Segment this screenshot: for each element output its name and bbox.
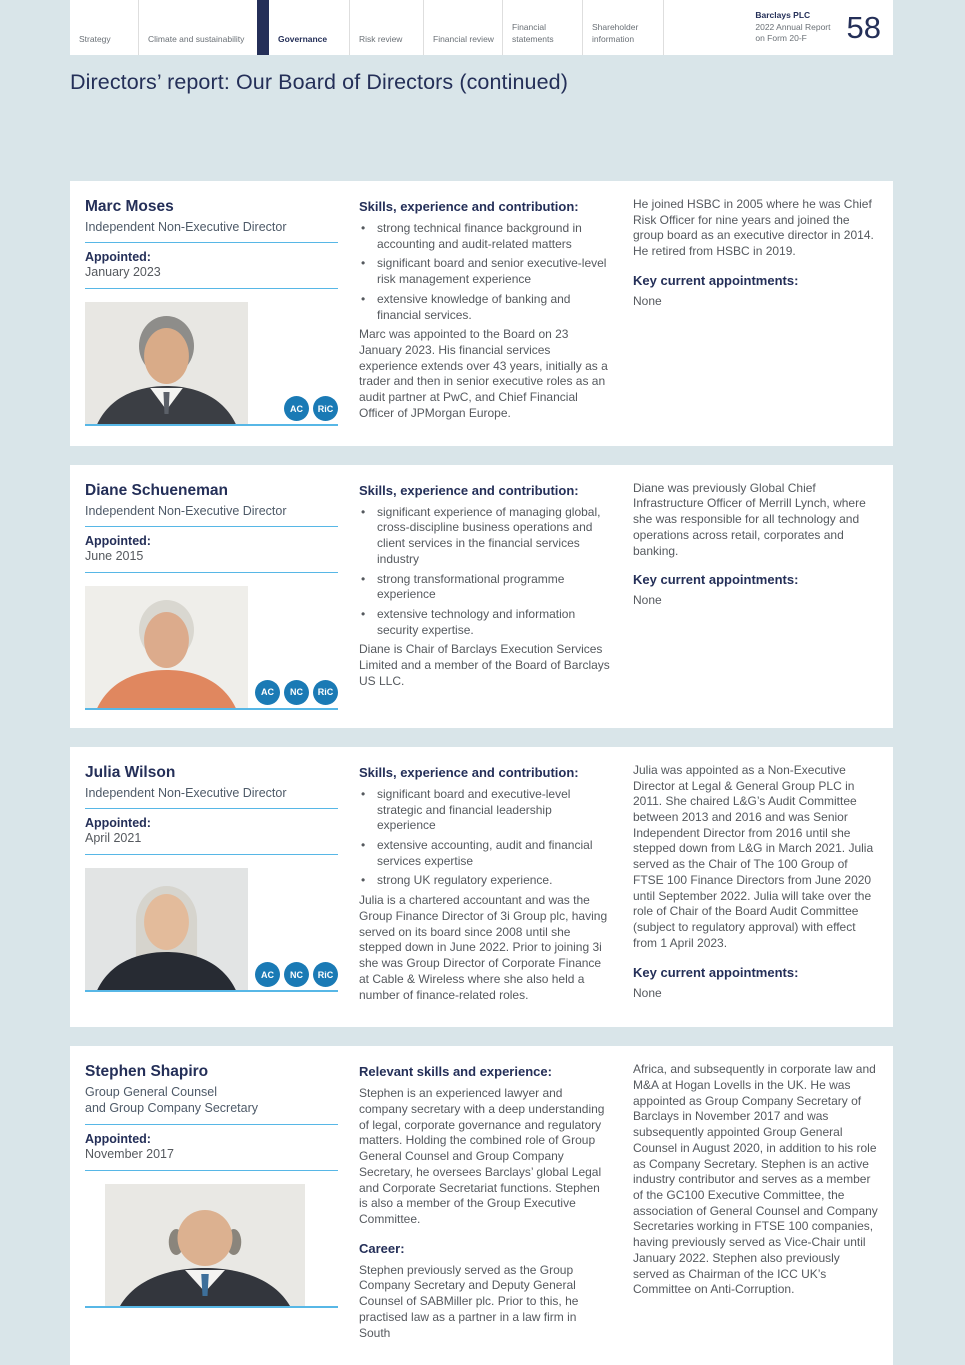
skill-bullet — [359, 256, 611, 287]
bio-paragraph: Diane was previously Global Chief Infrastructure Officer of Merrill Lynch, where she was responsible for all technology and operations across retail, corporates and banking. — [633, 480, 866, 558]
brand-name: Barclays PLC — [755, 9, 811, 20]
bio-paragraph: Julia is a chartered accountant and was the Group Finance Director of 3i Group plc, having served on its board since 2008 until she stepped down in June 2022. Prior to joining 3i she was Group Director of Corporate Finance at Cable & Wireless where she also held a number of finance-related roles. — [359, 893, 608, 1002]
appointments-column — [633, 481, 878, 710]
top-navigation — [70, 0, 893, 55]
bullet-dot: • — [361, 221, 366, 235]
appointed-label: Appointed: — [85, 250, 151, 265]
director-profile — [85, 197, 338, 428]
page-title: Directors’ report: Our Board of Directors (continued) — [70, 70, 568, 94]
photo-row — [85, 302, 338, 426]
appointments-column — [633, 763, 878, 1009]
skill-bullet — [359, 787, 611, 834]
photo-row — [85, 586, 338, 710]
bio-paragraph: He joined HSBC in 2005 where he was Chief Risk Officer for nine years and joined the group board as an executive director in 2014. He retired from HSBC in 2019. — [633, 197, 874, 259]
bullet-text: extensive accounting, audit and financial services expertise — [377, 838, 593, 868]
tab-shareholder-information[interactable] — [582, 0, 664, 55]
tab-governance[interactable] — [257, 0, 349, 55]
appointed-block — [85, 243, 338, 289]
skill-bullet — [359, 505, 611, 568]
committee-badge-ric: RiC — [313, 680, 338, 705]
director-name: Diane Schueneman — [85, 481, 228, 499]
bullet-text: strong UK regulatory experience. — [377, 873, 553, 888]
bullet-dot: • — [361, 571, 366, 586]
committee-badge-ac: AC — [255, 962, 280, 987]
appointed-label: Appointed: — [85, 816, 151, 831]
director-name: Stephen Shapiro — [85, 1063, 209, 1081]
key-appointments-value: None — [633, 985, 662, 1000]
director-name: Julia Wilson — [85, 763, 176, 781]
skill-bullet — [359, 572, 611, 603]
bullet-text: significant board and executive-level strategic and financial leadership experience — [377, 786, 571, 833]
skills-column — [359, 197, 611, 428]
bullet-dot: • — [361, 838, 366, 853]
skill-bullet — [359, 607, 611, 638]
director-photo — [85, 302, 248, 424]
skill-bullet — [359, 221, 611, 252]
tab-financial-review[interactable] — [423, 0, 502, 55]
bullet-dot: • — [361, 786, 366, 801]
committee-badges — [255, 680, 338, 705]
bullet-dot: • — [361, 256, 366, 271]
bullet-dot: • — [361, 873, 366, 888]
bio-paragraph: Marc was appointed to the Board on 23 January 2023. His financial services experience extends over 43 years, initially as a trader and then in senior executive roles as an audit partner at PwC, and Chief Financial Officer of JPMorgan Europe. — [359, 327, 608, 420]
bullet-dot: • — [361, 504, 366, 519]
report-meta-block — [755, 0, 893, 55]
bio-paragraph: Julia was appointed as a Non-Executive Director at Legal & General Group PLC in 2011. She chaired L&G’s Audit Committee between 2013 and 2016 and was Senior Independent Director from 2016 until she stepped down from L&G in March 2021. Julia served as the Chair of The 100 Group of FTSE 100 Finance Directors from June 2020 until September 2022. Julia will take over the role of Chair of the Board Audit Committee (subject to regulatory approval) with effect from 1 April 2023. — [633, 762, 874, 950]
key-appointments-heading: Key current appointments: — [633, 964, 799, 980]
tab-label: Risk review — [359, 34, 403, 45]
director-name: Marc Moses — [85, 198, 174, 215]
committee-badge-nc: NC — [284, 680, 309, 705]
skills-column — [359, 763, 611, 1009]
career-paragraph: Stephen previously served as the Group Company Secretary and Deputy General Counsel of SABMiller plc. Prior to this, he practised law as a partner in a law firm in South — [359, 1262, 579, 1340]
committee-badge-nc: NC — [284, 962, 309, 987]
appointed-block — [85, 809, 338, 855]
skill-bullet — [359, 838, 611, 869]
skill-bullet — [359, 292, 611, 323]
tab-label: Financial review — [433, 34, 494, 45]
bullet-text: extensive technology and information security expertise. — [377, 606, 576, 637]
skills-heading: Relevant skills and experience: — [359, 1064, 552, 1080]
director-card — [70, 747, 893, 1027]
committee-badge-ric: RiC — [313, 962, 338, 987]
director-card — [70, 1046, 893, 1365]
director-cards — [0, 181, 965, 1365]
key-appointments-value: None — [633, 293, 662, 308]
director-profile — [85, 481, 338, 710]
bullet-text: strong transformational programme experience — [377, 571, 565, 602]
director-role: Independent Non-Executive Director — [85, 219, 338, 243]
appointed-value: April 2021 — [85, 831, 142, 846]
committee-badge-ric: RiC — [313, 396, 338, 421]
director-profile — [85, 1062, 338, 1347]
skills-column — [359, 481, 611, 710]
committee-badges — [255, 962, 338, 987]
report-edition: 2022 Annual Report — [755, 21, 831, 32]
tab-label: Financial statements — [512, 22, 554, 45]
skills-heading: Skills, experience and contribution: — [359, 482, 579, 498]
skills-column — [359, 1062, 611, 1347]
tab-label: Strategy — [79, 34, 111, 45]
tab-climate-and-sustainability[interactable] — [138, 0, 257, 55]
appointed-label: Appointed: — [85, 1131, 151, 1146]
appointed-value: June 2015 — [85, 548, 144, 563]
key-appointments-heading: Key current appointments: — [633, 572, 799, 588]
bio-paragraph: Diane is Chair of Barclays Execution Services Limited and a member of the Board of Barclays US LLC. — [359, 642, 610, 688]
director-photo — [105, 1184, 305, 1306]
appointed-block — [85, 1125, 338, 1171]
appointments-column — [633, 1062, 878, 1347]
director-card — [70, 465, 893, 728]
tab-strategy[interactable] — [70, 0, 138, 55]
tab-label: Shareholder information — [592, 22, 639, 45]
key-appointments-value: None — [633, 593, 662, 608]
appointments-column — [633, 197, 878, 428]
skills-heading: Skills, experience and contribution: — [359, 199, 579, 214]
career-heading: Career: — [359, 1240, 405, 1256]
skill-bullet — [359, 873, 611, 889]
key-appointments-heading: Key current appointments: — [633, 272, 799, 288]
appointed-value: November 2017 — [85, 1146, 174, 1161]
committee-badge-ac: AC — [255, 680, 280, 705]
bullet-dot: • — [361, 606, 366, 621]
bullet-text: significant board and senior executive-level risk management experience — [377, 256, 607, 287]
tab-label: Climate and sustainability — [148, 34, 245, 45]
report-form: on Form 20-F — [755, 33, 807, 44]
tab-risk-review[interactable] — [349, 0, 423, 55]
bullet-dot: • — [361, 291, 366, 306]
tab-label: Governance — [278, 34, 328, 45]
bullet-text: strong technical finance background in accounting and audit-related matters — [377, 221, 582, 251]
director-profile — [85, 763, 338, 1009]
photo-row — [85, 868, 338, 992]
section-tabs — [70, 0, 664, 55]
tab-financial-statements[interactable] — [502, 0, 582, 55]
director-photo — [85, 586, 248, 708]
committee-badges — [284, 396, 338, 421]
photo-row — [85, 1184, 338, 1308]
bullet-text: significant experience of managing global, cross-discipline business operations and client services in the financial services industry — [377, 504, 601, 566]
report-meta — [755, 10, 830, 46]
appointed-block — [85, 527, 338, 573]
page-number: 58 — [846, 9, 881, 45]
appointed-value: January 2023 — [85, 265, 161, 280]
committee-badge-ac: AC — [284, 396, 309, 421]
bullet-text: extensive knowledge of banking and financial services. — [377, 291, 571, 322]
skills-heading: Skills, experience and contribution: — [359, 764, 579, 780]
director-role: Group General Counsel and Group Company Secretary — [85, 1084, 338, 1125]
director-role: Independent Non-Executive Director — [85, 503, 338, 527]
director-photo — [85, 868, 248, 990]
appointed-label: Appointed: — [85, 533, 151, 548]
bio-paragraph: Africa, and subsequently in corporate law and M&A at Hogan Lovells in the UK. He was appointed as Group Company Secretary of Barclays in November 2017 and was subsequently appointed Group General Counsel in August 2020, in addition to his role as Company Secretary. Stephen is an active industry contributor and serves as a member of the GC100 Executive Committee, the association of General Counsel and Company Secretaries working in FTSE 100 companies, having previously served as Vice-Chair until January 2022. Stephen also previously served as Chairman of the ICC UK’s Committee on Anti-Corruption. — [633, 1062, 878, 1297]
bio-paragraph: Stephen is an experienced lawyer and company secretary with a deep understanding of legal, corporate governance and regulatory matters. Holding the combined role of Group General Counsel and Group Company Secretary, he oversees Barclays’ global Legal and Corporate Secretariat functions. Stephen is also a member of the Group Executive Committee. — [359, 1086, 605, 1226]
director-card — [70, 181, 893, 446]
director-role: Independent Non-Executive Director — [85, 785, 338, 809]
